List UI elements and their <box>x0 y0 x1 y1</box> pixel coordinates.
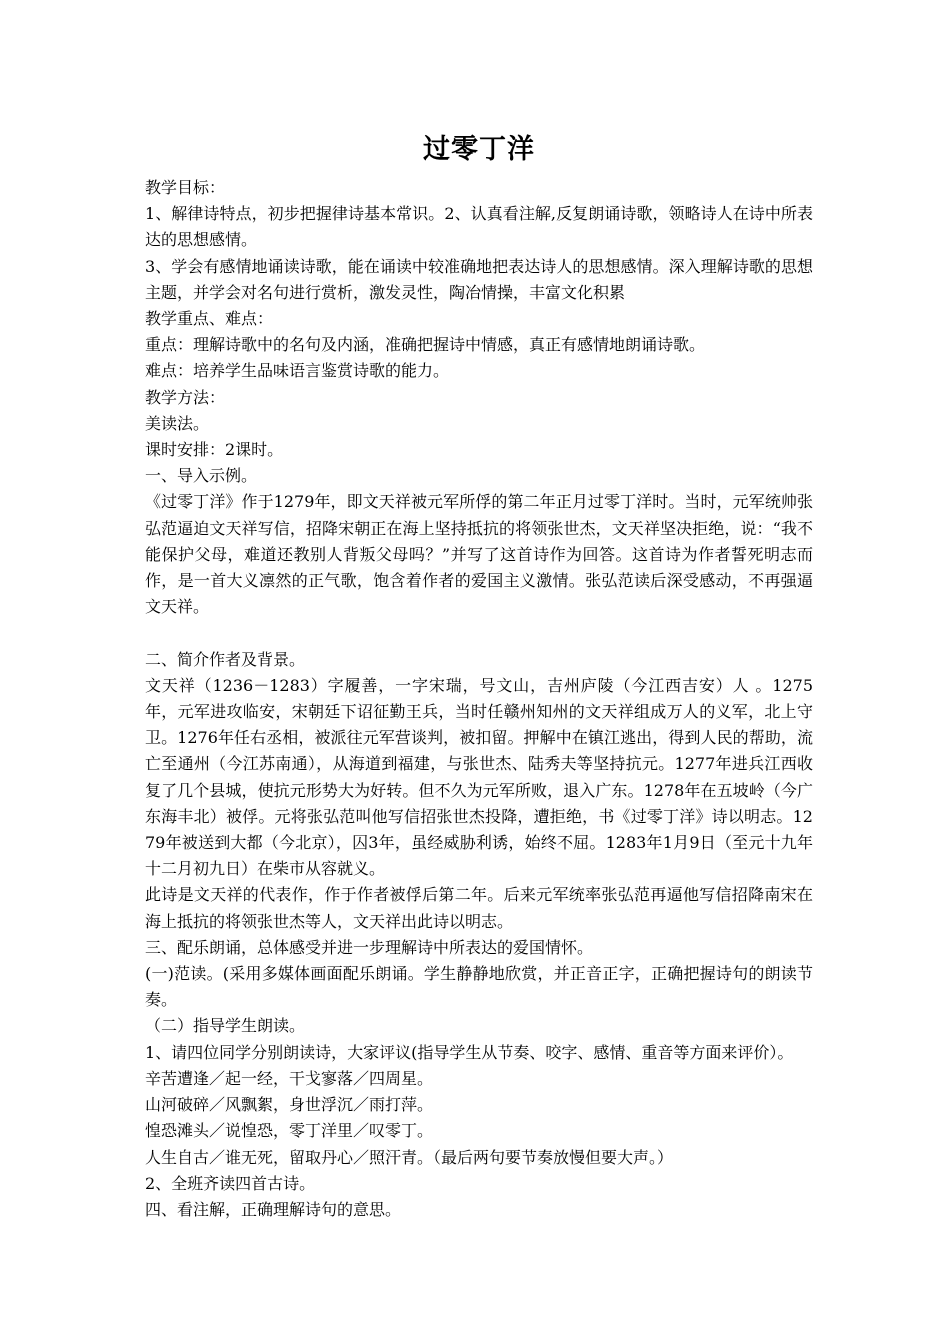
paragraph-objectives-heading: 教学目标： <box>145 178 226 197</box>
document-title: 过零丁洋 <box>423 134 535 165</box>
paragraph-class-reading: 2、全班齐读四首古诗。 <box>145 1173 316 1193</box>
section-heading-recital: 三、配乐朗诵，总体感受并进一步理解诗中所表达的爱国情怀。 <box>145 937 594 957</box>
paragraph-method: 美读法。 <box>145 413 210 433</box>
paragraph-key-point: 重点：理解诗歌中的名句及内涵，准确把握诗中情感，真正有感情地朗诵诗歌。 <box>145 335 706 355</box>
paragraph-difficult-point: 难点：培养学生品味语言鉴赏诗歌的能力。 <box>145 361 450 381</box>
paragraph-objective-3: 3、学会有感情地诵读诗歌，能在诵读中较准确地把表达诗人的思想感情。深入理解诗歌的思想主题，并学会对名句进行赏析，激发灵性，陶冶情操，丰富文化积累 <box>145 256 813 302</box>
poem-line-4: 人生自古／谁无死，留取丹心／照汗青。（最后两句要节奏放慢但要大声。） <box>145 1147 674 1167</box>
paragraph-guided-reading-heading: （二）指导学生朗读。 <box>145 1016 306 1036</box>
section-heading-intro: 一、导入示例。 <box>145 466 258 486</box>
paragraph-author-bio: 文天祥（1236－1283）字履善，一字宋瑞，号文山，吉州庐陵（今江西吉安）人 。1275年，元军进攻临安，宋朝廷下诏征勤王兵，当时任赣州知州的文天祥组成万人的义军，北上守卫。1276年任右丞相，被派往元军营谈判，被扣留。押解中在镇江逃出，得到人民的帮助，流亡至通州（今江苏南通），从海道到福建，与张世杰、陆秀夫等坚持抗元。1277年进兵江西收复了几个县城，使抗元形势大为好转。但不久为元军所败，退入广东。1278年在五坡岭（今广东海丰北）被俘。元将张弘范叫他写信招张世杰投降，遭拒绝，书《过零丁洋》诗以明志。1279年被送到大都（今北京），囚3年，虽经威胁利诱，始终不屈。1283年1月9日（至元十九年十二月初九日）在柴市从容就义。 <box>145 675 813 879</box>
section-heading-author: 二、简介作者及背景。 <box>145 649 306 669</box>
paragraph-key-points-heading: 教学重点、难点： <box>145 309 274 329</box>
blank-line <box>145 620 813 646</box>
paragraph-methods-heading: 教学方法： <box>145 387 226 407</box>
paragraph-poem-context: 此诗是文天祥的代表作，作于作者被俘后第二年。后来元军统率张弘范再逼他写信招降南宋在海上抵抗的将领张世杰等人，文天祥出此诗以明志。 <box>145 885 813 931</box>
poem-line-2: 山河破碎／风飘絮，身世浮沉／雨打萍。 <box>145 1095 434 1115</box>
paragraph-guided-reading: 1、请四位同学分别朗读诗，大家评议(指导学生从节奏、咬字、感情、重音等方面来评价）。 <box>145 1042 794 1062</box>
paragraph-model-reading: (一)范读。(采用多媒体画面配乐朗诵。学生静静地欣赏，并正音正字，正确把握诗句的朗读节奏。 <box>145 964 813 1010</box>
poem-line-1: 辛苦遭逢／起一经，干戈寥落／四周星。 <box>145 1068 434 1088</box>
paragraph-schedule: 课时安排：2课时。 <box>145 440 284 460</box>
paragraph-intro: 《过零丁洋》作于1279年，即文天祥被元军所俘的第二年正月过零丁洋时。当时，元军统帅张弘范逼迫文天祥写信，招降宋朝正在海上坚持抵抗的将领张世杰，文天祥坚决拒绝，说：“我不能保护父母，难道还教别人背叛父母吗？”并写了这首诗作为回答。这首诗为作者誓死明志而作，是一首大义凛然的正气歌，饱含着作者的爱国主义激情。张弘范读后深受感动，不再强逼文天祥。 <box>145 492 813 617</box>
document-body <box>145 175 813 1223</box>
paragraph-objective-1-2: 1、解律诗特点，初步把握律诗基本常识。2、认真看注解,反复朗诵诗歌，领略诗人在诗中所表达的思想感情。 <box>145 204 813 250</box>
section-heading-annotations: 四、看注解，正确理解诗句的意思。 <box>145 1199 402 1219</box>
poem-line-3: 惶恐滩头／说惶恐，零丁洋里／叹零丁。 <box>145 1121 434 1141</box>
